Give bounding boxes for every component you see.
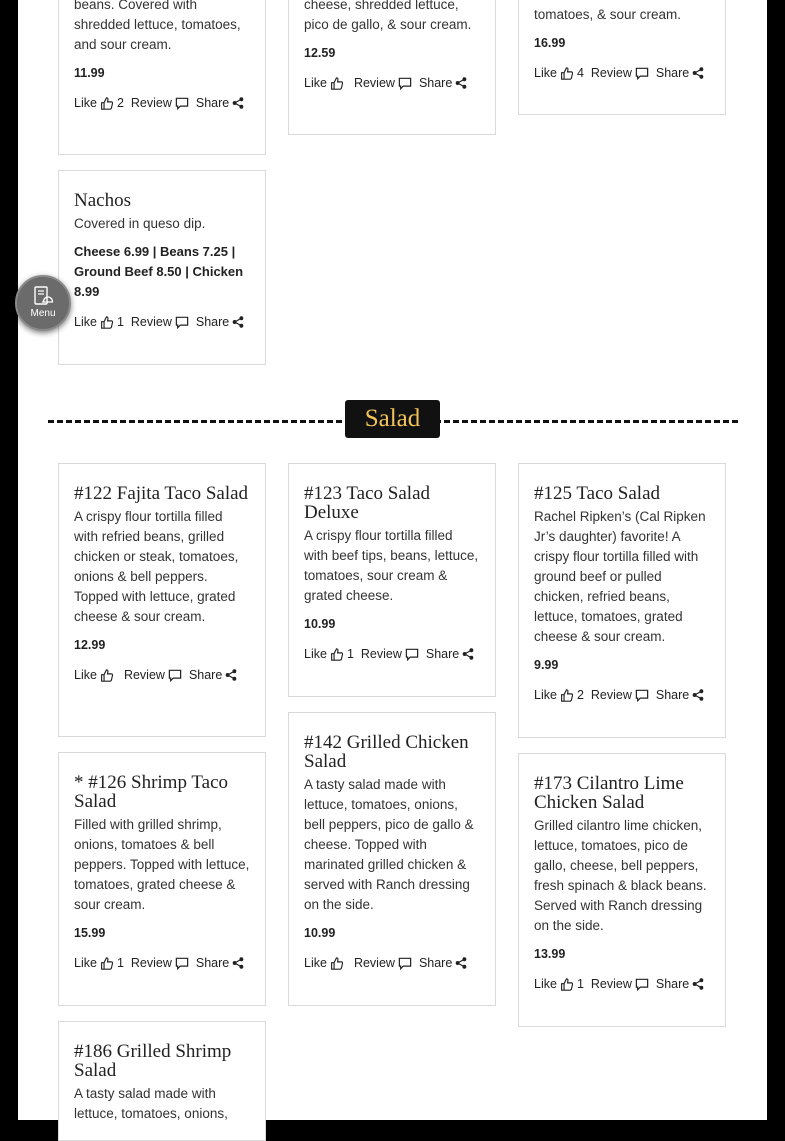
item-price: 12.99 bbox=[74, 638, 106, 652]
item-price: 15.99 bbox=[74, 926, 106, 940]
item-title: #123 Taco Salad Deluxe bbox=[304, 483, 431, 523]
like-button[interactable]: Like bbox=[74, 668, 117, 682]
comment-icon bbox=[398, 957, 412, 970]
item-description: A crispy flour tortilla filled with refried beans, grilled chicken or steak, tomatoes, onions & bell peppers. Topped with lettuce, grated cheese & sour cream. bbox=[74, 509, 239, 624]
share-icon bbox=[232, 97, 244, 109]
thumbs-up-icon bbox=[330, 648, 343, 661]
thumbs-up-icon bbox=[100, 669, 113, 682]
item-actions bbox=[304, 953, 480, 973]
item-actions bbox=[534, 974, 710, 994]
item-actions bbox=[74, 665, 250, 685]
menu-item-card bbox=[288, 712, 496, 1006]
item-title: * #126 Shrimp Taco Salad bbox=[74, 772, 229, 812]
menu-item-card bbox=[518, 753, 726, 1027]
comment-icon bbox=[405, 648, 419, 661]
item-description: Filled with grilled shrimp, onions, tomatoes & bell peppers. Topped with lettuce, tomatoes, grated cheese & sour cream. bbox=[74, 817, 250, 912]
review-button[interactable]: Review bbox=[591, 977, 649, 991]
review-button[interactable]: Review bbox=[361, 647, 419, 661]
item-description: tomatoes, & sour cream. bbox=[534, 7, 682, 22]
thumbs-up-icon bbox=[100, 316, 113, 329]
like-count: 1 bbox=[116, 956, 124, 970]
item-actions bbox=[74, 93, 250, 113]
menu-item-card bbox=[518, 0, 726, 115]
item-actions bbox=[74, 312, 250, 332]
menu-item-card bbox=[288, 0, 496, 135]
like-count: 2 bbox=[576, 688, 584, 702]
share-icon bbox=[692, 689, 704, 701]
thumbs-up-icon bbox=[560, 67, 573, 80]
review-button[interactable]: Review bbox=[131, 96, 189, 110]
comment-icon bbox=[635, 67, 649, 80]
share-icon bbox=[692, 67, 704, 79]
review-button[interactable]: Review bbox=[131, 315, 189, 329]
like-count: 1 bbox=[346, 647, 354, 661]
share-icon bbox=[462, 648, 474, 660]
thumbs-up-icon bbox=[100, 97, 113, 110]
like-button[interactable]: Like bbox=[304, 956, 347, 970]
item-title: Nachos bbox=[74, 190, 131, 211]
like-button[interactable]: Like 1 bbox=[74, 315, 124, 329]
share-icon bbox=[455, 957, 467, 969]
item-description: A tasty salad made with lettuce, tomatoes, onions, bbox=[74, 1086, 228, 1121]
like-count: 1 bbox=[116, 315, 124, 329]
like-button[interactable]: Like 1 bbox=[74, 956, 124, 970]
item-title: #142 Grilled Chicken Salad bbox=[304, 732, 469, 772]
thumbs-up-icon bbox=[560, 978, 573, 991]
like-button[interactable]: Like 1 bbox=[534, 977, 584, 991]
share-icon bbox=[455, 77, 467, 89]
comment-icon bbox=[175, 97, 189, 110]
like-button[interactable]: Like 2 bbox=[74, 96, 124, 110]
menu-item-card bbox=[288, 463, 496, 697]
like-count: 4 bbox=[576, 66, 584, 80]
item-price: 9.99 bbox=[534, 658, 559, 672]
menu-item-card bbox=[58, 170, 266, 365]
menu-book-icon bbox=[31, 285, 55, 307]
comment-icon bbox=[635, 689, 649, 702]
review-button[interactable]: Review bbox=[591, 66, 649, 80]
share-button[interactable]: Share bbox=[196, 315, 244, 329]
item-title: #125 Taco Salad bbox=[534, 483, 661, 504]
comment-icon bbox=[168, 669, 182, 682]
comment-icon bbox=[635, 978, 649, 991]
share-button[interactable]: Share bbox=[189, 668, 237, 682]
share-button[interactable]: Share bbox=[196, 956, 244, 970]
item-actions bbox=[304, 644, 480, 664]
like-button[interactable]: Like bbox=[304, 76, 347, 90]
share-button[interactable]: Share bbox=[656, 688, 704, 702]
item-description: Grilled cilantro lime chicken, lettuce, tomatoes, pico de gallo, cheese, bell peppers, fresh spinach & black beans. Served with Ranch dressing on the side. bbox=[534, 818, 707, 933]
review-button[interactable]: Review bbox=[131, 956, 189, 970]
share-button[interactable]: Share bbox=[426, 647, 474, 661]
comment-icon bbox=[175, 957, 189, 970]
like-count: 1 bbox=[576, 977, 584, 991]
menu-item-card bbox=[58, 752, 266, 1006]
review-button[interactable]: Review bbox=[124, 668, 182, 682]
item-price: 12.59 bbox=[304, 46, 336, 60]
item-price: 10.99 bbox=[304, 926, 336, 940]
like-button[interactable]: Like 2 bbox=[534, 688, 584, 702]
menu-item-card bbox=[518, 463, 726, 738]
menu-item-card bbox=[58, 0, 266, 155]
share-icon bbox=[232, 957, 244, 969]
review-button[interactable]: Review bbox=[354, 76, 412, 90]
thumbs-up-icon bbox=[330, 957, 343, 970]
section-title: Salad bbox=[345, 400, 440, 438]
item-description: cheese, shredded lettuce, pico de gallo, & sour cream. bbox=[304, 0, 472, 32]
review-button[interactable]: Review bbox=[591, 688, 649, 702]
item-description: Rachel Ripken’s (Cal Ripken Jr’s daughter) favorite! A crispy flour tortilla filled with ground beef or pulled chicken, refried beans, lettuce, tomatoes, grated cheese & sour cream. bbox=[534, 509, 706, 644]
item-description: beans. Covered with shredded lettuce, tomatoes, and sour cream. bbox=[74, 0, 241, 52]
thumbs-up-icon bbox=[330, 77, 343, 90]
item-description: Covered in queso dip. bbox=[74, 216, 206, 231]
item-price: 10.99 bbox=[304, 617, 336, 631]
like-button[interactable]: Like 4 bbox=[534, 66, 584, 80]
menu-page bbox=[18, 0, 767, 1120]
thumbs-up-icon bbox=[100, 957, 113, 970]
share-button[interactable]: Share bbox=[656, 66, 704, 80]
review-button[interactable]: Review bbox=[354, 956, 412, 970]
menu-item-card bbox=[58, 1021, 266, 1141]
like-count: 2 bbox=[116, 96, 124, 110]
item-price: 11.99 bbox=[74, 66, 105, 80]
item-title: #186 Grilled Shrimp Salad bbox=[74, 1041, 232, 1081]
item-price: Cheese 6.99 | Beans 7.25 | Ground Beef 8.50 | Chicken 8.99 bbox=[74, 244, 244, 299]
thumbs-up-icon bbox=[560, 689, 573, 702]
item-actions bbox=[74, 953, 250, 973]
comment-icon bbox=[175, 316, 189, 329]
item-actions bbox=[534, 63, 710, 83]
item-description: A tasty salad made with lettuce, tomatoes, onions, bell peppers, pico de gallo & cheese. Topped with marinated grilled chicken & served with Ranch dressing on the side. bbox=[304, 777, 474, 912]
menu-button[interactable] bbox=[15, 275, 71, 331]
item-price: 16.99 bbox=[534, 36, 566, 50]
share-button[interactable]: Share bbox=[656, 977, 704, 991]
item-description: A crispy flour tortilla filled with beef tips, beans, lettuce, tomatoes, sour cream & grated cheese. bbox=[304, 528, 479, 603]
comment-icon bbox=[398, 77, 412, 90]
share-button[interactable]: Share bbox=[419, 76, 467, 90]
item-actions bbox=[304, 73, 480, 93]
share-icon bbox=[225, 669, 237, 681]
share-button[interactable]: Share bbox=[196, 96, 244, 110]
item-price: 13.99 bbox=[534, 947, 566, 961]
share-button[interactable]: Share bbox=[419, 956, 467, 970]
like-button[interactable]: Like 1 bbox=[304, 647, 354, 661]
item-title: #122 Fajita Taco Salad bbox=[74, 483, 249, 504]
item-title: #173 Cilantro Lime Chicken Salad bbox=[534, 773, 684, 813]
share-icon bbox=[232, 316, 244, 328]
menu-button-label: Menu bbox=[30, 308, 56, 319]
item-actions bbox=[534, 685, 710, 705]
share-icon bbox=[692, 978, 704, 990]
menu-item-card bbox=[58, 463, 266, 737]
